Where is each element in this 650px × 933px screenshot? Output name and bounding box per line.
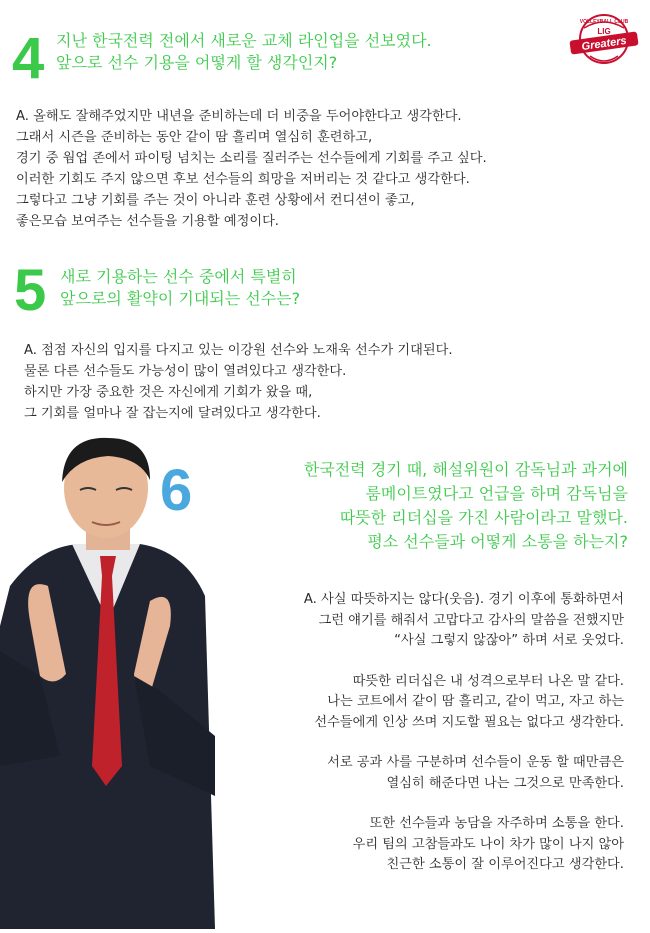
answer-6 — [304, 590, 624, 876]
answer-line: 나는 코트에서 같이 땀 흘리고, 같이 먹고, 자고 하는 — [327, 694, 624, 709]
answer-line: 경기 중 웜업 존에서 파이팅 넘치는 소리를 질러주는 선수들에게 기회를 주고 싶다. — [16, 151, 487, 166]
answer-line: A. 올해도 잘해주었지만 내년을 준비하는데 더 비중을 두어야한다고 생각한다. — [16, 109, 462, 124]
question-6-text — [304, 458, 628, 554]
answer-line: 그래서 시즌을 준비하는 동안 같이 땀 흘리며 열심히 훈련하고, — [16, 130, 373, 145]
question-line: 한국전력 경기 때, 해설위원이 감독님과 과거에 — [303, 460, 628, 479]
svg-text:LIG: LIG — [597, 27, 611, 36]
question-line: 앞으로 선수 기용을 어떻게 할 생각인지? — [56, 53, 338, 72]
answer-4 — [16, 106, 487, 232]
answer-line: 물론 다른 선수들도 가능성이 많이 열려있다고 생각한다. — [24, 364, 347, 379]
spacer — [304, 652, 624, 672]
answer-line: 하지만 가장 중요한 것은 자신에게 기회가 왔을 때, — [24, 385, 313, 400]
question-4-text — [56, 30, 432, 74]
question-5-text — [60, 266, 300, 310]
question-line: 룸메이트였다고 언급을 하며 감독님을 — [365, 484, 628, 503]
question-line: 평소 선수들과 어떻게 소통을 하는지? — [367, 532, 628, 551]
question-line: 앞으로의 활약이 기대되는 선수는? — [60, 289, 301, 308]
spacer — [304, 733, 624, 753]
answer-line: 서로 공과 사를 구분하며 선수들이 운동 할 때만큼은 — [327, 755, 624, 770]
question-number-4: 4 — [12, 26, 45, 91]
answer-line: A. 점점 자신의 입지를 다지고 있는 이강원 선수와 노재욱 선수가 기대된다. — [24, 343, 453, 358]
question-number-6: 6 — [160, 458, 193, 523]
answer-line: 따뜻한 리더십은 내 성격으로부터 나온 말 같다. — [352, 673, 624, 689]
answer-line: “사실 그렇지 않잖아” 하며 서로 웃었다. — [394, 633, 624, 648]
spacer — [304, 794, 624, 814]
question-line: 새로 기용하는 선수 중에서 특별히 — [60, 267, 297, 286]
answer-line: 우리 팀의 고참들과도 나이 차가 많이 나지 않아 — [352, 836, 624, 852]
answer-line: 선수들에게 인상 쓰며 지도할 필요는 없다고 생각한다. — [314, 714, 624, 730]
answer-line: 또한 선수들과 농담을 자주하며 소통을 한다. — [369, 816, 624, 831]
answer-line: 그런 얘기를 해줘서 고맙다고 감사의 말씀을 전했지만 — [318, 612, 624, 628]
answer-line: 친근한 소통이 잘 이루어진다고 생각한다. — [386, 857, 624, 872]
question-line: 지난 한국전력 전에서 새로운 교체 라인업을 선보였다. — [56, 31, 432, 50]
svg-text:Greaters: Greaters — [580, 34, 628, 54]
answer-5 — [24, 340, 453, 424]
answer-line: 열심히 해준다면 나는 그것으로 만족한다. — [386, 775, 624, 791]
answer-line: 그 기회를 얼마나 잘 잡는지에 달려있다고 생각한다. — [24, 406, 321, 421]
answer-line: 이러한 기회도 주지 않으면 후보 선수들의 희망을 저버리는 것 같다고 생각한다. — [16, 172, 470, 187]
answer-line: 그렇다고 그냥 기회를 주는 것이 아니라 훈련 상황에서 컨디션이 좋고, — [16, 193, 415, 208]
answer-line: A. 사실 따뜻하지는 않다(웃음). 경기 이후에 통화하면서 — [303, 592, 624, 607]
question-number-5: 5 — [14, 258, 47, 323]
team-logo — [568, 8, 640, 70]
question-line: 따뜻한 리더십을 가진 사람이라고 말했다. — [339, 508, 628, 527]
answer-line: 좋은모습 보여주는 선수들을 기용할 예정이다. — [16, 214, 280, 229]
svg-text:VOLLEYBALL CLUB: VOLLEYBALL CLUB — [579, 19, 629, 25]
